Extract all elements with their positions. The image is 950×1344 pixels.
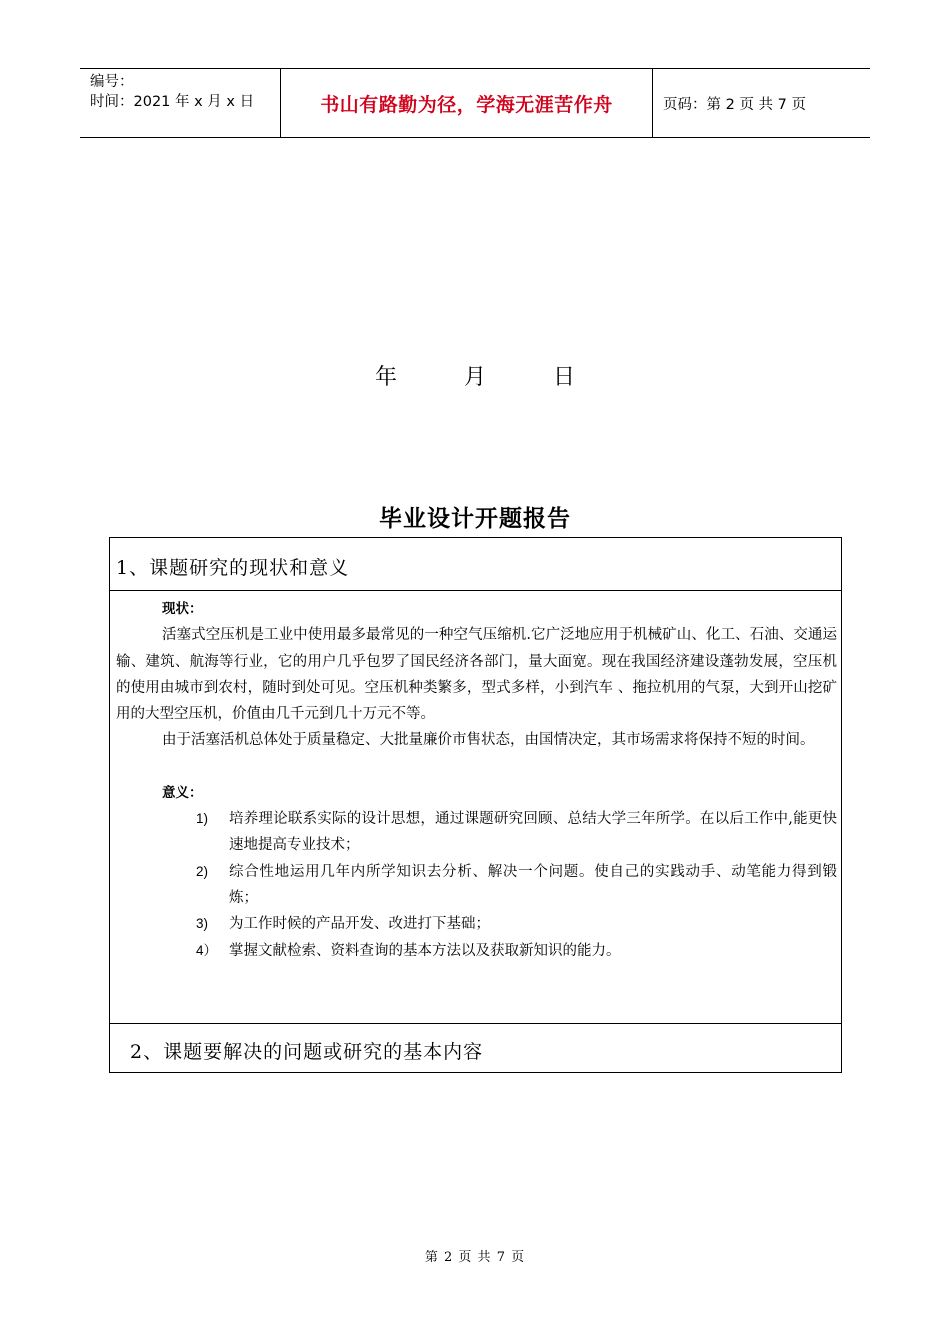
header-motto-cell xyxy=(280,69,653,137)
header-meta xyxy=(80,69,280,137)
list-item-text: 为工作时候的产品开发、改进打下基础； xyxy=(229,916,490,933)
page-info-text: 页码：第 2 页 共 7 页 xyxy=(663,96,806,113)
status-label: 现状： xyxy=(162,601,203,617)
spacer xyxy=(116,754,837,780)
date-line xyxy=(0,360,950,391)
status-paragraph: 由于活塞活机总体处于质量稳定、大批量廉价市售状态，由国情决定，其市场需求将保持不短的时间。 xyxy=(162,732,815,749)
date-day: 日 xyxy=(553,365,576,390)
list-item-number: 1) xyxy=(196,811,209,827)
date-year: 年 xyxy=(374,365,397,390)
date-month: 月 xyxy=(463,365,486,390)
list-item xyxy=(116,806,837,859)
list-item-number: 3) xyxy=(196,916,209,932)
motto-text: 书山有路勤为径，学海无涯苦作舟 xyxy=(320,93,613,116)
status-paragraph: 活塞式空压机是工业中使用最多最常见的一种空气压缩机.它广泛地应用于机械矿山、化工、石油、交通运输、建筑、航海等行业，它的用户几乎包罗了国民经济各部门，量大面宽。现在我国经济建设蓬勃发展，空压机的使用由城市到农村，随时到处可见。空压机种类繁多，型式多样，小到汽车 、拖拉机用的气泵，大到开山挖矿用的大型空压机，价值由几千元到几十万元不等。 xyxy=(116,627,837,723)
header-table xyxy=(80,68,870,138)
list-item-text: 培养理论联系实际的设计思想，通过课题研究回顾、总结大学三年所学。在以后工作中,能更快速地提高专业技术； xyxy=(229,811,837,854)
list-item-number: 2) xyxy=(196,863,209,879)
list-item-text: 综合性地运用几年内所学知识去分析、解决一个问题。使自己的实践动手、动笔能力得到锻炼； xyxy=(229,863,837,906)
meaning-label: 意义： xyxy=(162,784,203,801)
number-label: 编号： xyxy=(90,74,134,90)
time-label: 时间：2021 年 x 月 x 日 xyxy=(90,94,255,110)
section1-heading: 1、课题研究的现状和意义 xyxy=(110,538,841,591)
meaning-list xyxy=(116,806,837,964)
header-page-info xyxy=(653,69,870,137)
report-title: 毕业设计开题报告 xyxy=(379,506,571,532)
list-item xyxy=(116,938,837,964)
list-item-number: 4） xyxy=(196,942,218,958)
page-footer: 第 2 页 共 7 页 xyxy=(424,1250,526,1265)
list-item xyxy=(116,911,837,937)
list-item xyxy=(116,859,837,912)
report-table xyxy=(109,537,842,1073)
list-item-text: 掌握文献检索、资料查询的基本方法以及获取新知识的能力。 xyxy=(229,942,621,959)
section1-content xyxy=(116,596,837,964)
section2-heading: 2、课题要解决的问题或研究的基本内容 xyxy=(110,1023,841,1072)
